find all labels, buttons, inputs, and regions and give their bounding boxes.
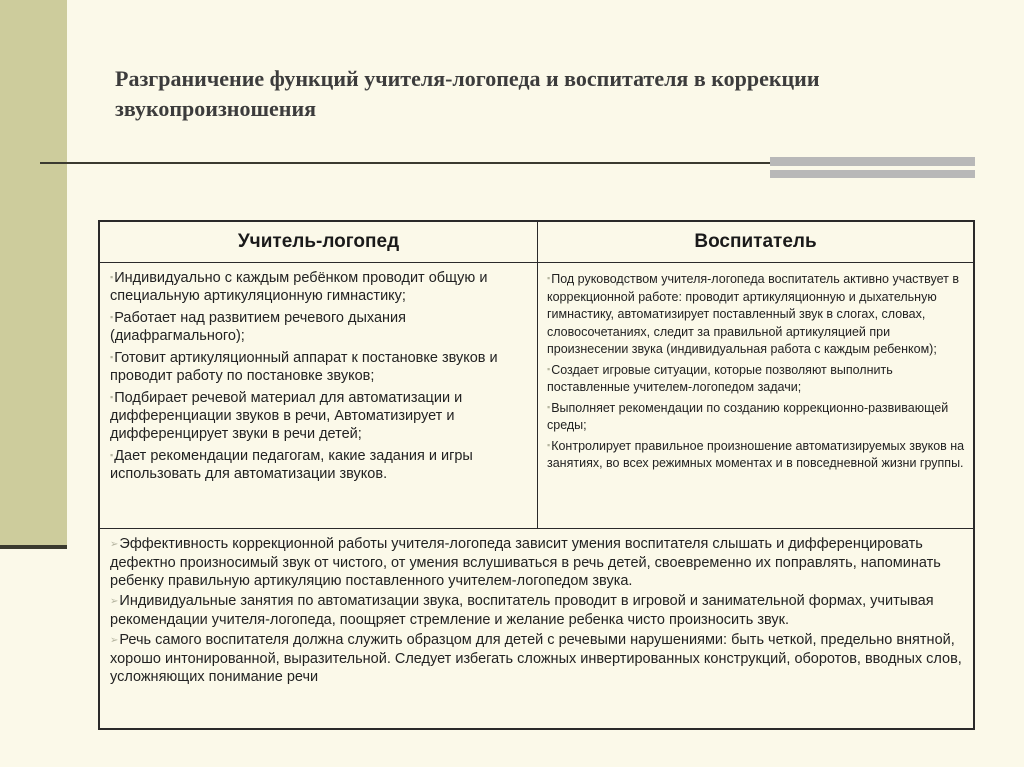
comparison-table <box>98 220 975 730</box>
square-bullet-icon: ▪ <box>110 450 114 460</box>
list-item: ➢Речь самого воспитателя должна служить образцом для детей с речевыми нарушениями: быть четкой, предельно внятной, хорошо интонированной, выразительной. Следует избегать сложных инвертированных конструкций, оборотов, вводных слов, усложняющих понимание речи <box>110 632 962 685</box>
title-divider <box>40 162 770 164</box>
header-speech-therapist: Учитель-логопед <box>237 231 400 252</box>
list-item: ▪Дает рекомендации педагогам, какие задания и игры использовать для автоматизации звуков. <box>110 448 473 482</box>
list-item: ▪Индивидуально с каждым ребёнком проводит общую и специальную артикуляционную гимнастику; <box>110 270 488 304</box>
arrow-bullet-icon: ➢ <box>110 635 119 646</box>
list-item: ▪Готовит артикуляционный аппарат к постановке звуков и проводит работу по постановке звуков; <box>110 350 498 384</box>
square-bullet-icon: ▪ <box>547 363 551 374</box>
list-item: ▪Под руководством учителя-логопеда воспитатель активно участвует в коррекционной работе: проводит артикуляционную и дыхательную гимнастику, автоматизирует поставленный звук в слогах, словах, словосочетаниях, следит за правильной артикуляцией при произнесении звука (индивидуальная работа с каждым ребенком); <box>547 272 959 356</box>
list-item: ▪Создает игровые ситуации, которые позволяют выполнить поставленные учителем-логопедом задачи; <box>547 362 893 394</box>
slide-title: Разграничение функций учителя-логопеда и воспитателя в коррекции звукопроизношения <box>115 66 820 121</box>
joint-work-notes <box>110 535 970 688</box>
list-item: ▪Работает над развитием речевого дыхания (диафрагмального); <box>110 310 407 344</box>
square-bullet-icon: ▪ <box>547 401 551 412</box>
list-item: ▪Контролирует правильное произношение автоматизируемых звуков на занятиях, во всех режимных моментах и в повседневной жизни группы. <box>547 438 965 470</box>
educator-duties <box>547 270 967 475</box>
list-item: ➢Индивидуальные занятия по автоматизации звука, воспитатель проводит в игровой и занимательной формах, учитывая рекомендации учителя-логопеда, поощряет стремление и желание ребенка чисто произносить звук. <box>110 593 934 628</box>
square-bullet-icon: ▪ <box>110 272 114 282</box>
square-bullet-icon: ▪ <box>547 273 551 283</box>
square-bullet-icon: ▪ <box>547 439 551 450</box>
arrow-bullet-icon: ➢ <box>110 596 119 607</box>
list-item: ▪Выполняет рекомендации по созданию коррекционно-развивающей среды; <box>547 400 949 432</box>
column-divider <box>537 222 538 528</box>
speech-therapist-duties <box>110 268 530 486</box>
list-item: ▪Подбирает речевой материал для автоматизации и дифференциации звуков в речи, Автоматизирует и дифференцирует звуки в речи детей; <box>110 390 463 442</box>
decorative-side-bar <box>0 0 67 548</box>
row-divider <box>100 528 973 529</box>
square-bullet-icon: ▪ <box>110 352 114 362</box>
square-bullet-icon: ▪ <box>110 312 114 322</box>
square-bullet-icon: ▪ <box>110 392 114 402</box>
list-item: ➢Эффективность коррекционной работы учителя-логопеда зависит умения воспитателя слышать и дифференцировать дефектно произносимый звук от чистого, от умения вслушиваться в речь детей, своевременно их поправлять, напоминать ребенку правильную артикуляцию поставленного учителем-логопедом звука. <box>110 536 941 589</box>
title-divider-accent <box>770 157 975 178</box>
arrow-bullet-icon: ➢ <box>110 539 119 550</box>
header-educator: Воспитатель <box>694 231 817 252</box>
side-bar-underline <box>0 545 67 549</box>
